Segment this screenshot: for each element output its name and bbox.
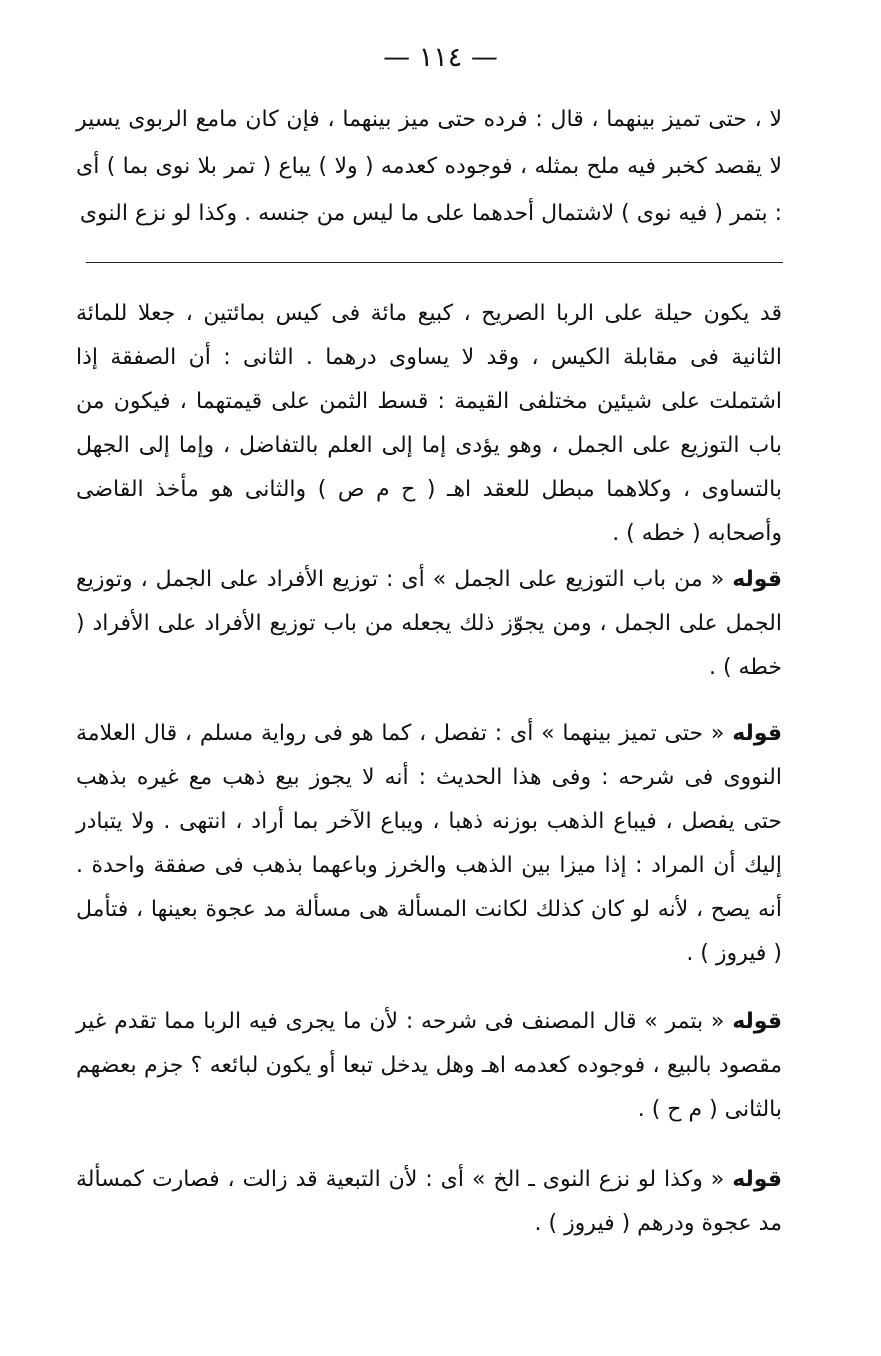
footnote-paragraph	[76, 1000, 782, 1132]
footnote-separator	[86, 262, 783, 263]
footnote-text: « حتى تميز بينهما » أى : تفصل ، كما هو فى رواية مسلم ، قال العلامة النووى فى شرحه : وفى هذا الحديث : أنه لا يجوز بيع ذهب مع غيره بذهب حتى يفصل ، فيباع الذهب بوزنه ذهبا ، ويباع الآخر بما أراد ، انتهى . ولا يتبادر إليك أن المراد : إذا ميزا بين الذهب والخرز وباعهما بذهب فى صفقة واحدة . أنه يصح ، لأنه لو كان كذلك لكانت المسألة هى مسألة مد عجوة بعينها ، فتأمل ( فيروز ) .	[76, 721, 782, 966]
footnote-text: قد يكون حيلة على الربا الصريح ، كبيع مائة فى كيس بمائتين ، جعلا للمائة الثانية فى مقابلة الكيس ، وقد لا يساوى درهما . الثانى : أن الصفقة إذا اشتملت على شيئين مختلفى القيمة : قسط الثمن على قيمتهما ، فيكون من باب التوزيع على الجمل ، وهو يؤدى إما إلى العلم بالتفاضل ، وإما إلى الجهل بالتساوى ، وكلاهما مبطل للعقد اهـ ( ح م ص ) والثانى هو مأخذ القاضى وأصحابه ( خطه ) .	[76, 301, 782, 546]
footnote-paragraph	[76, 292, 782, 556]
page-number: — ١١٤ —	[383, 42, 498, 73]
main-text: لا ، حتى تميز بينهما ، قال : فرده حتى ميز بينهما ، فإن كان مامع الربوى يسير لا يقصد كخبر فيه ملح بمثله ، فوجوده كعدمه ( ولا ) يباع ( تمر بلا نوى بما ) أى : بتمر ( فيه نوى ) لاشتمال أحدهما على ما ليس من جنسه . وكذا لو نزع النوى	[76, 107, 782, 226]
footnote-text: « وكذا لو نزع النوى ـ الخ » أى : لأن التبعية قد زالت ، فصارت كمسألة مد عجوة ودرهم ( فيروز ) .	[76, 1167, 782, 1236]
footnote-lead: قوله	[732, 721, 782, 746]
footnote-paragraph	[76, 712, 782, 976]
footnote-paragraph	[76, 558, 782, 690]
footnote-lead: قوله	[732, 1167, 782, 1192]
footnote-lead: قوله	[732, 567, 782, 592]
footnote-paragraph	[76, 1158, 782, 1246]
footnote-lead: قوله	[732, 1009, 782, 1034]
footnote-text: « من باب التوزيع على الجمل » أى : توزيع الأفراد على الجمل ، وتوزيع الجمل على الجمل ، ومن يجوّز ذلك يجعله من باب توزيع الأفراد على الأفراد ( خطه ) .	[76, 567, 782, 680]
footnote-text: « بتمر » قال المصنف فى شرحه : لأن ما يجرى فيه الربا مما تقدم غير مقصود بالبيع ، فوجوده كعدمه اهـ وهل يدخل تبعا أو يكون لبائعه ؟ جزم بعضهم بالثانى ( م ح ) .	[76, 1009, 782, 1122]
